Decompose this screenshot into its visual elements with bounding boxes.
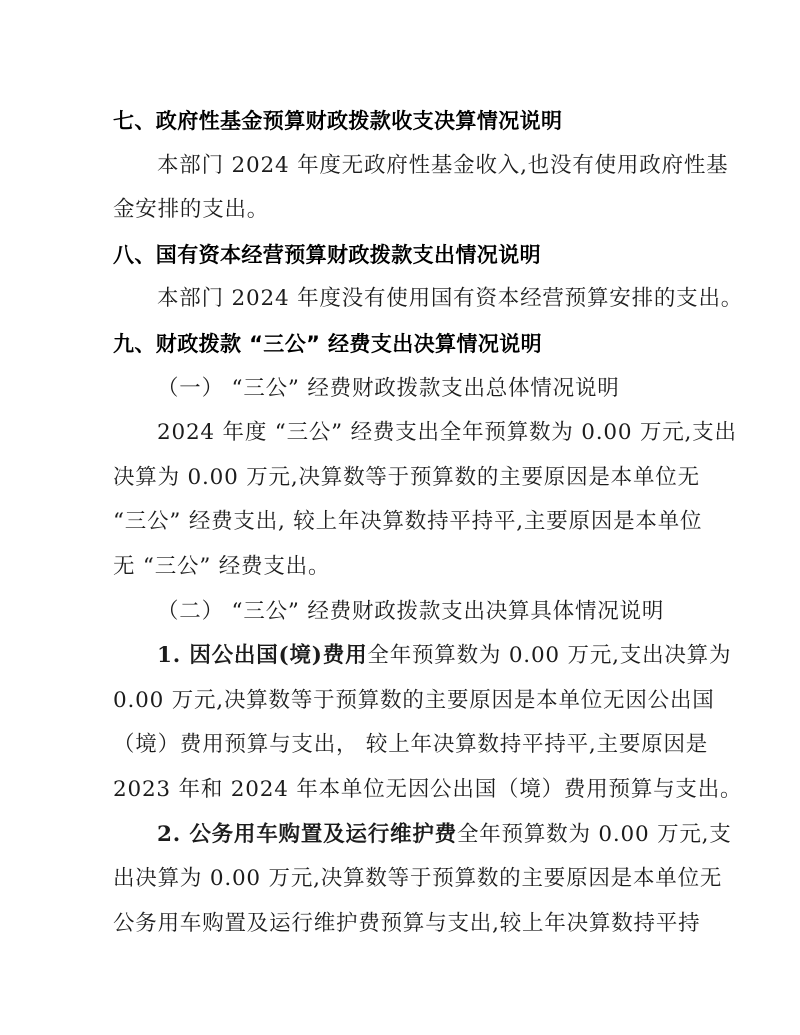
section-heading-9: 九、财政拨款 “三公” 经费支出决算情况说明 — [113, 331, 543, 356]
doc-line: 金安排的支出。 — [113, 197, 270, 223]
doc-line: 无 “三公” 经费支出。 — [113, 553, 331, 579]
doc-line: 本部门 2024 年度无政府性基金收入,也没有使用政府性基 — [157, 152, 729, 178]
item-1-label: 1. 因公出国(境)费用 — [157, 643, 368, 669]
doc-line-text: 全年预算数为 0.00 万元,支出决算为 — [367, 643, 732, 669]
doc-line: 2023 年和 2024 年本单位无因公出国（境）费用预算与支出。 — [113, 776, 743, 802]
doc-line-text: 全年预算数为 0.00 万元,支 — [456, 821, 732, 847]
doc-line — [113, 634, 733, 679]
doc-line: 本部门 2024 年度没有使用国有资本经营预算安排的支出。 — [157, 286, 744, 312]
section-heading-8: 八、国有资本经营预算财政拨款支出情况说明 — [113, 242, 541, 267]
subsection-heading-1: （一） “三公” 经费财政拨款支出总体情况说明 — [157, 375, 620, 401]
item-2-label: 2. 公务用车购置及运行维护费 — [157, 821, 457, 847]
doc-line: 0.00 万元,决算数等于预算数的主要原因是本单位无因公出国 — [113, 687, 715, 713]
doc-line: 出决算为 0.00 万元,决算数等于预算数的主要原因是本单位无 — [113, 866, 723, 892]
doc-line: （境）费用预算与支出， 较上年决算数持平持平,主要原因是 — [113, 732, 709, 758]
subsection-heading-2: （二） “三公” 经费财政拨款支出决算具体情况说明 — [157, 598, 665, 624]
section-heading-7: 七、政府性基金预算财政拨款收支决算情况说明 — [113, 109, 563, 133]
doc-line: 决算为 0.00 万元,决算数等于预算数的主要原因是本单位无 — [113, 464, 700, 490]
doc-line: “三公” 经费支出, 较上年决算数持平持平,主要原因是本单位 — [113, 509, 703, 535]
doc-line — [113, 813, 733, 858]
doc-line: 2024 年度 “三公” 经费支出全年预算数为 0.00 万元,支出 — [157, 420, 737, 446]
doc-line: 公务用车购置及运行维护费预算与支出,较上年决算数持平持 — [113, 910, 701, 936]
document-text-block — [113, 99, 744, 946]
